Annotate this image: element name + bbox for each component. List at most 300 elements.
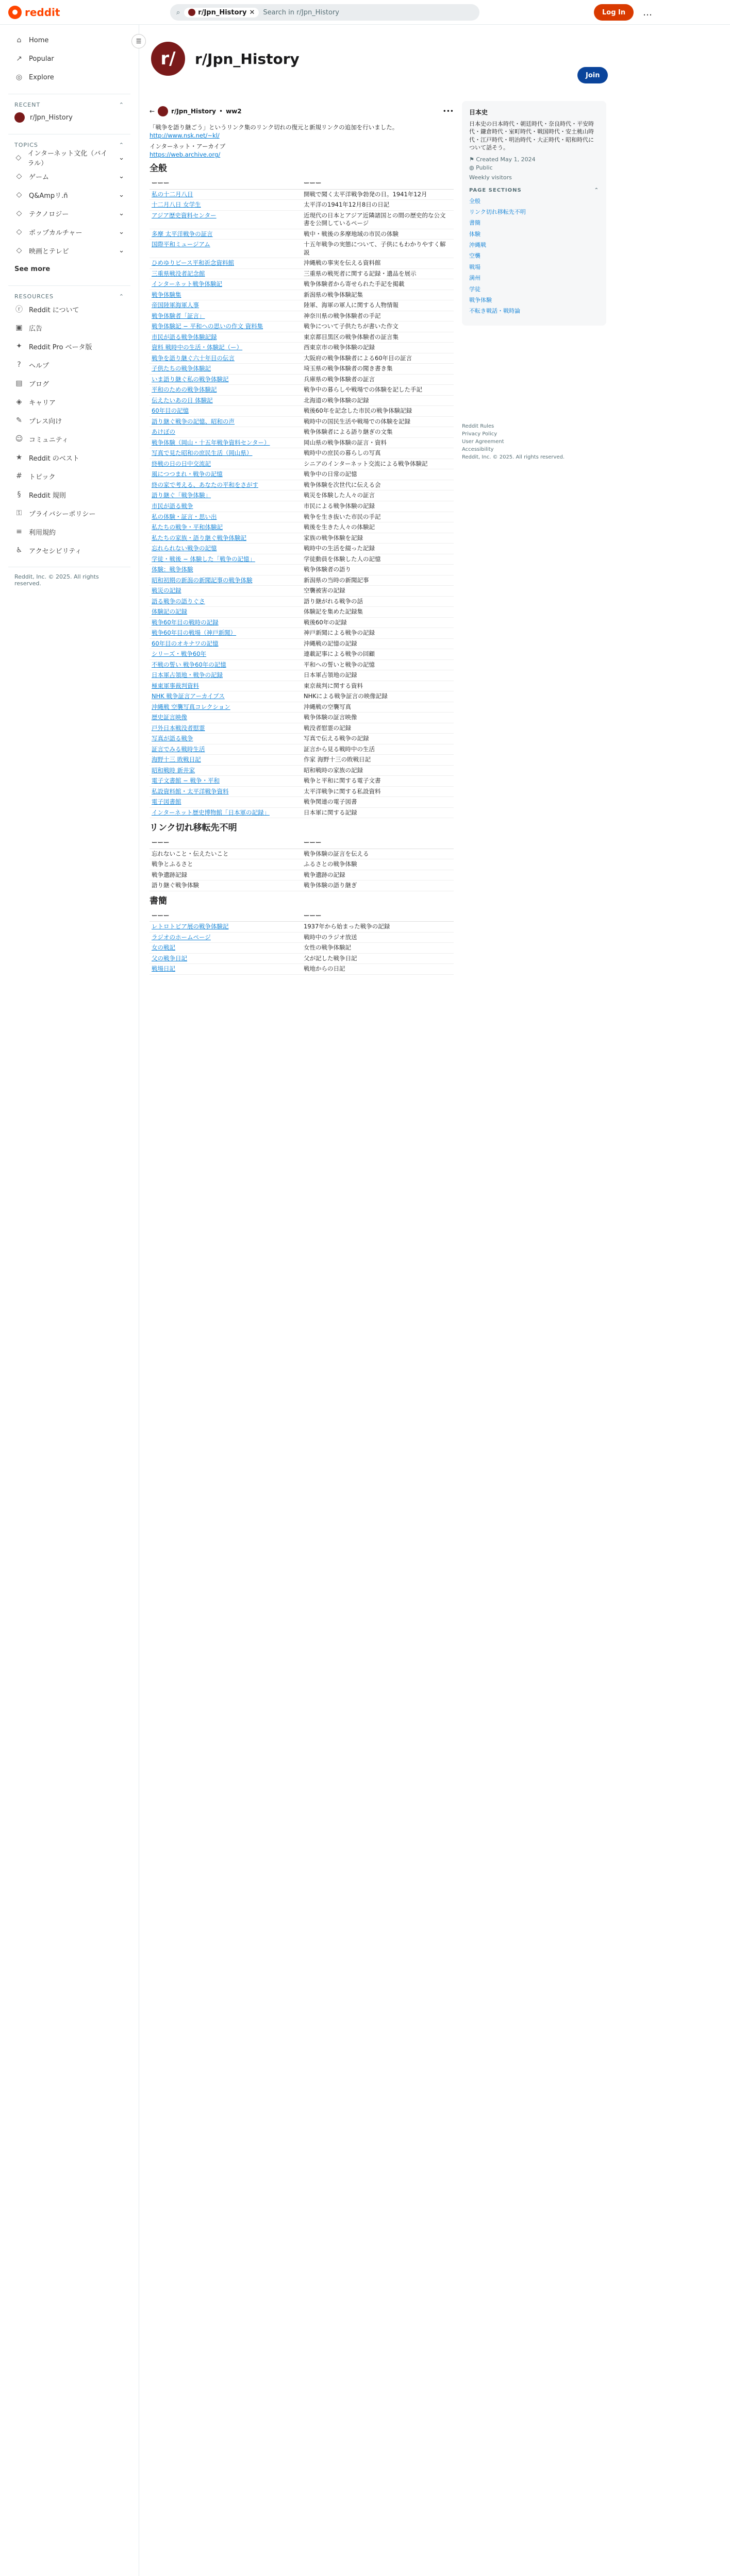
entry-link[interactable]: 写真が語る戦争 (152, 735, 193, 742)
table-row (150, 786, 454, 797)
resource-icon: ? (17, 361, 21, 369)
resource-icon: ⚿ (16, 509, 22, 517)
topic-label: インターネット文化（バイラル） (27, 150, 108, 167)
table-row (150, 776, 454, 787)
table-row (150, 554, 454, 565)
section-link[interactable]: 学徒 (469, 285, 480, 293)
entry-link[interactable]: アジア歴史資料センター (152, 211, 217, 219)
table-row (150, 448, 454, 459)
resource-icon: # (16, 472, 22, 480)
entry-link[interactable]: 極東軍事裁判資料 (152, 682, 199, 689)
entry-link[interactable]: 国際平和ミュージアム (152, 241, 210, 248)
separator: • (219, 108, 223, 115)
description-cell: 埼玉県の戦争体験者の聞き書き集 (302, 364, 454, 375)
description-cell: 写真で伝える戦争の記録 (302, 734, 454, 744)
explore-icon: ◎ (15, 73, 23, 81)
description-cell: 戦争体験の証言映像 (302, 713, 454, 723)
description-cell: ふるさとの戦争体験 (302, 859, 454, 870)
entry-link[interactable]: 歴史証言映像 (152, 714, 187, 721)
table-row (150, 922, 454, 933)
legal-link[interactable]: Reddit Rules (462, 423, 494, 429)
back-arrow-icon[interactable]: ← (150, 108, 155, 115)
entry-link[interactable]: 昭和初期の新潟の新聞記事の戦争体験 (152, 576, 253, 584)
chevron-down-icon: ⌄ (119, 172, 124, 180)
entry-link[interactable]: 終の家で考える、あなたの平和をさがす (152, 481, 258, 488)
resource-item[interactable] (8, 300, 130, 318)
link-cell (150, 290, 302, 300)
section-link[interactable]: 体験 (469, 230, 480, 238)
more-options-icon[interactable]: … (643, 7, 652, 18)
link-cell (150, 744, 302, 755)
resource-item[interactable] (8, 430, 130, 448)
table-row (150, 649, 454, 660)
login-button[interactable]: Log In (594, 4, 634, 21)
entry-link[interactable]: 語る戦争の語りぐさ (152, 597, 205, 605)
topic-item[interactable] (8, 241, 130, 260)
logo-text: reddit (25, 6, 60, 19)
entry-link[interactable]: ラジオのホームページ (152, 933, 211, 941)
link-cell (150, 586, 302, 597)
entry-link[interactable]: 戸外日本戦没者慰霊 (152, 724, 205, 732)
entry-link[interactable]: 終戦の日の日中交流記 (152, 460, 211, 467)
table-row (150, 880, 454, 891)
table-row (150, 628, 454, 639)
intro-link[interactable]: http://www.nsk.net/~kl/ (150, 131, 220, 139)
link-cell (150, 786, 302, 797)
entry-link: 戦争遺跡記録 (152, 871, 187, 878)
link-cell (150, 575, 302, 586)
join-button[interactable]: Join (577, 67, 608, 83)
section-link[interactable]: 沖縄戦 (469, 242, 486, 249)
description-cell: 戦中・戦後の多摩地域の市民の体験 (302, 229, 454, 240)
table-row (150, 279, 454, 290)
resource-icon: ☺ (15, 435, 23, 443)
table-row (150, 427, 454, 438)
topic-item[interactable] (8, 185, 130, 204)
table-row (150, 437, 454, 448)
nav-item-0[interactable] (8, 31, 130, 49)
resource-item[interactable] (8, 318, 130, 337)
entry-link[interactable]: 十二月八日 女学生 (152, 201, 201, 209)
cake-icon: ⚑ (469, 156, 476, 163)
resource-label: Reddit Pro ベータ版 (29, 343, 92, 351)
resource-label: キャリア (29, 399, 56, 407)
description-cell: 沖縄戦の空襲写真 (302, 702, 454, 713)
legal-link[interactable]: Privacy Policy (462, 431, 497, 437)
entry-link[interactable]: 日本軍占領地・戦争の記録 (152, 671, 223, 679)
description-cell: 太平洋の1941年12月8日の日記 (302, 200, 454, 211)
link-cell (150, 459, 302, 469)
sidebar-title: 日本史 (469, 109, 488, 116)
table-row (150, 311, 454, 321)
entry-link[interactable]: 父の戦争日記 (152, 954, 187, 962)
table-row (150, 512, 454, 522)
entry-link[interactable]: 帝国陸軍海軍人事 (152, 301, 199, 309)
entry-link[interactable]: 証言でみる戦時生活 (152, 745, 205, 753)
entry-link[interactable]: 戦争体験（岡山・十五年戦争資料センター） (152, 438, 270, 446)
table-row (150, 210, 454, 229)
entry-link[interactable]: あけぼの (152, 428, 175, 436)
link-cell (150, 332, 302, 343)
resource-icon: ◈ (16, 398, 22, 406)
topic-item[interactable] (8, 167, 130, 185)
entry-link[interactable]: 市民が語る戦争体験記録 (152, 333, 217, 341)
table-row (150, 797, 454, 808)
entry-link[interactable]: 伝えたいあの日 体験記 (152, 396, 213, 404)
entry-link[interactable]: 私設資料館・太平洋戦争資料 (152, 787, 229, 795)
subreddit-chip[interactable] (184, 8, 259, 18)
entry-link[interactable]: 私たちの家族・語り継ぐ戦争体験記 (152, 534, 246, 541)
entry-link[interactable]: インターネット歴史博物館「日本軍の記録」 (152, 808, 270, 816)
entry-link[interactable]: 電子文書館 − 戦争・平和 (152, 777, 220, 785)
description-cell: 西東京市の戦争体験の記録 (302, 343, 454, 353)
link-cell (150, 343, 302, 353)
table-row (150, 374, 454, 385)
table-row (150, 744, 454, 755)
home-icon: ⌂ (16, 36, 22, 44)
resource-label: 利用規約 (29, 529, 56, 537)
post-header (150, 106, 454, 116)
table-row (150, 258, 454, 269)
description-cell: 戦争体験者から寄せられた手記を掲載 (302, 279, 454, 290)
chevron-up-icon: ⌃ (119, 293, 124, 300)
description-cell: 日本軍に関する記録 (302, 807, 454, 818)
resource-label: 広告 (29, 325, 43, 333)
column-header: ーーー (302, 178, 454, 189)
topic-icon: ◇ (16, 246, 22, 255)
entry-link[interactable]: 体験：戦争体験 (152, 566, 193, 573)
post-subreddit[interactable]: r/Jpn_History (171, 108, 216, 115)
reddit-logo[interactable] (8, 6, 60, 19)
section-link[interactable]: 書簡 (469, 219, 480, 227)
description-cell: 戦争中の日常の記憶 (302, 469, 454, 480)
description-cell: 兵庫県の戦争体験者の証言 (302, 374, 454, 385)
entry-link[interactable]: 戦争60年目の戦時の記録 (152, 618, 219, 626)
resource-item[interactable] (8, 374, 130, 393)
description-cell: 戦時中の生活を綴った記録 (302, 544, 454, 554)
link-cell (150, 374, 302, 385)
link-cell (150, 617, 302, 628)
nav-item-1[interactable] (8, 49, 130, 68)
chip-label: r/Jpn_History (198, 8, 247, 16)
close-icon[interactable]: ✕ (249, 8, 255, 16)
description-cell: 戦時中のラジオ放送 (302, 932, 454, 943)
description-cell: 戦災を体験した人々の証言 (302, 490, 454, 501)
topic-label: 映画とテレビ (29, 247, 69, 256)
link-cell (150, 638, 302, 649)
description-cell: 証言から見る戦時中の生活 (302, 744, 454, 755)
table-row (150, 670, 454, 681)
entry-link[interactable]: 戦場日記 (152, 965, 175, 973)
resource-label: トピック (29, 473, 56, 481)
resource-item[interactable] (8, 522, 130, 541)
link-cell (150, 416, 302, 427)
table-row (150, 691, 454, 702)
entry-link[interactable]: 60年目のオキナワの記憶 (152, 639, 219, 647)
entry-link[interactable]: インターネット戦争体験記 (152, 280, 222, 288)
table-row (150, 290, 454, 300)
link-cell (150, 512, 302, 522)
entry-link[interactable]: 体験記の記録 (152, 608, 187, 616)
section-link[interactable]: 戦争体験 (469, 297, 492, 304)
resource-label: Reddit について (29, 306, 79, 314)
recent-header[interactable]: RECENT ⌃ (8, 94, 130, 108)
link-cell (150, 279, 302, 290)
link-cell (150, 311, 302, 321)
description-cell: 太平洋戦争に関する私設資料 (302, 786, 454, 797)
link-cell (150, 659, 302, 670)
link-cell (150, 964, 302, 975)
chevron-down-icon: ⌄ (119, 191, 124, 199)
wiki-content (150, 124, 454, 975)
entry-link[interactable]: 戦争体験者「証言」 (152, 312, 205, 319)
entry-link[interactable]: 60年目の記憶 (152, 407, 189, 415)
description-cell: 東京都目黒区の戦争体験者の証言集 (302, 332, 454, 343)
entry-link[interactable]: レトロトピア展の戦争体験記 (152, 923, 229, 930)
nav-label: Explore (29, 73, 54, 81)
resource-icon: ♿ (15, 546, 23, 554)
left-sidebar (0, 25, 139, 2576)
entry-link[interactable]: 私の十二月八日 (152, 190, 193, 198)
entry-link[interactable]: 三重県戦没者記念館 (152, 269, 205, 277)
popular-icon: ↗ (16, 55, 22, 63)
description-cell: 空襲被害の記録 (302, 586, 454, 597)
resource-item[interactable] (8, 337, 130, 355)
entry-link[interactable]: 戦争体験記 − 平和への思いの作文 資料集 (152, 323, 263, 330)
topics-header[interactable]: TOPICS ⌃ (8, 134, 130, 148)
resource-label: Reddit のベスト (29, 454, 79, 463)
entry-link[interactable]: 私の体験・証言・思い出 (152, 513, 217, 520)
table-row (150, 953, 454, 964)
link-cell (150, 448, 302, 459)
table-row (150, 200, 454, 211)
topic-item[interactable] (8, 148, 130, 167)
entry-link[interactable]: 女の戦記 (152, 944, 175, 952)
topic-label: ポップカルチャー (29, 229, 82, 237)
chevron-down-icon: ⌄ (119, 209, 124, 217)
description-cell: 岡山県の戦争体験の証言・資料 (302, 437, 454, 448)
entry-link[interactable]: 風につつまれ・戦争の記憶 (152, 470, 223, 478)
entry-link[interactable]: 市民が語る戦争 (152, 502, 193, 510)
table-row (150, 533, 454, 544)
table-row (150, 638, 454, 649)
table-row (150, 522, 454, 533)
section-link[interactable]: 全般 (469, 197, 480, 205)
description-cell: 東京裁判に関する資料 (302, 681, 454, 691)
link-cell (150, 501, 302, 512)
resource-label: プレス向け (29, 417, 62, 426)
broken-table (150, 837, 454, 891)
resource-item[interactable] (8, 448, 130, 467)
legal-link[interactable]: Accessibility (462, 447, 494, 452)
column-header: ーーー (150, 910, 302, 922)
link-cell (150, 427, 302, 438)
description-cell: 学徒動員を体験した人の記憶 (302, 554, 454, 565)
description-cell: 戦争体験者による語り継ぎの文集 (302, 427, 454, 438)
nav-label: Home (29, 36, 49, 44)
resource-label: ブログ (29, 380, 49, 388)
table-row (150, 240, 454, 258)
entry-link[interactable]: NHK 戦争証言アーカイブス (152, 692, 225, 700)
description-cell: 市民による戦争体験の記録 (302, 501, 454, 512)
chevron-up-icon: ⌃ (119, 142, 124, 148)
resource-item[interactable] (8, 541, 130, 560)
table-row (150, 681, 454, 691)
entry-link[interactable]: 海野十三 敗戦日記 (152, 756, 201, 764)
link-cell (150, 437, 302, 448)
link-cell (150, 490, 302, 501)
resource-icon: § (17, 490, 21, 499)
section-link[interactable]: 空襲 (469, 252, 480, 260)
description-cell: 戦争関連の電子図書 (302, 797, 454, 808)
archive-text: インターネット・アーカイブ https://web.archive.org/ (150, 143, 226, 158)
description-cell: 女性の戦争体験記 (302, 943, 454, 954)
table-row (150, 406, 454, 417)
entry-link[interactable]: 戦争を語り継ぐ六十年目の伝言 (152, 354, 235, 362)
resource-item[interactable] (8, 485, 130, 504)
description-cell: 昭和戦時の家族の記録 (302, 765, 454, 776)
entry-link[interactable]: 沖縄戦 空襲写真コレクション (152, 703, 230, 710)
entry-link[interactable]: 戦争60年目の戦場（神戸新聞） (152, 629, 237, 637)
link-cell (150, 649, 302, 660)
link-cell (150, 953, 302, 964)
resource-label: アクセシビリティ (29, 547, 82, 555)
table-row (150, 501, 454, 512)
section-title-broken: リンク切れ移転先不明 (150, 823, 237, 834)
description-cell: 十五年戦争の実態について、子供にもわかりやすく解説 (302, 240, 454, 258)
entry-link: 戦争とふるさと (152, 860, 193, 868)
link-cell (150, 691, 302, 702)
search-bar[interactable] (170, 4, 479, 21)
legal-footer (462, 422, 606, 461)
description-cell: 戦争中の暮らしや戦場での体験を記した手記 (302, 385, 454, 396)
table-row (150, 469, 454, 480)
link-cell (150, 755, 302, 766)
resource-label: プライバシーポリシー (29, 510, 96, 518)
section-link[interactable]: 戦場 (469, 263, 480, 270)
table-row (150, 702, 454, 713)
entry-link[interactable]: 私たちの戦争・平和体験記 (152, 523, 223, 531)
resource-icon: ⓡ (15, 306, 23, 314)
link-cell (150, 870, 302, 880)
entry-link[interactable]: 忘れられない戦争の記憶 (152, 545, 217, 552)
description-cell: 戦後60年を記念した市民の戦争体験記録 (302, 406, 454, 417)
entry-link[interactable]: 戦争体験集 (152, 291, 181, 298)
entry-link[interactable]: 電子図書館 (152, 798, 181, 806)
table-row (150, 490, 454, 501)
more-options-icon[interactable]: ••• (442, 108, 454, 115)
table-row (150, 713, 454, 723)
description-cell: 戦争体験の語り継ぎ (302, 880, 454, 891)
sidebar-description: 日本史の日本時代・朝廷時代・奈良時代・平安時代・鎌倉時代・室町時代・戦国時代・安土桃山時代・江戸時代・明治時代・大正時代・昭和時代について話そう。 (469, 120, 594, 151)
collapse-sidebar-button[interactable]: ☰ (131, 34, 146, 48)
entry-link[interactable]: 多摩 太平洋戦争の証言 (152, 230, 213, 238)
entry-link[interactable]: 語り継ぐ「戦争体験」 (152, 492, 211, 499)
recent-item[interactable]: r/Jpn_History (8, 108, 130, 127)
link-cell (150, 565, 302, 575)
link-cell (150, 300, 302, 311)
table-row (150, 416, 454, 427)
section-link[interactable]: 満州 (469, 275, 480, 282)
link-cell (150, 849, 302, 859)
topic-label: Q&Ampリ.ñ (29, 192, 68, 200)
chevron-up-icon: ⌃ (119, 101, 124, 108)
section-link[interactable]: リンク切れ移転先不明 (469, 208, 526, 215)
resource-icon: ▣ (15, 324, 23, 332)
resource-item[interactable] (8, 504, 130, 522)
entry-link[interactable]: 平和のための戦争体験記 (152, 386, 217, 394)
entry-link[interactable]: 子供たちの戦争体験記 (152, 365, 211, 372)
description-cell: 戦没者慰霊の記録 (302, 723, 454, 734)
description-cell: 神奈川県の戦争体験者の手記 (302, 311, 454, 321)
archive-link[interactable]: https://web.archive.org/ (150, 150, 221, 158)
description-cell: 家族の戦争体験を記録 (302, 533, 454, 544)
entry-link[interactable]: ひめゆりピース平和祈念資料館 (152, 259, 234, 267)
description-cell: 戦争について子供たちが書いた作文 (302, 321, 454, 332)
entry-link[interactable]: 写真で見た昭和の庶民生活（岡山県） (152, 449, 253, 457)
subreddit-avatar (14, 112, 25, 123)
description-cell: 戦争体験の証言を伝える (302, 849, 454, 859)
resource-label: Reddit 規則 (29, 492, 66, 500)
entry-link[interactable]: 不戦の誓い 戦争60年の記憶 (152, 660, 226, 668)
entry-link[interactable]: シリーズ・戦争60年 (152, 650, 207, 658)
description-cell: 沖縄戦の事実を伝える資料館 (302, 258, 454, 269)
nav-item-2[interactable] (8, 68, 130, 87)
chevron-down-icon: ⌄ (119, 228, 124, 236)
subreddit-chip-avatar (188, 9, 195, 16)
link-cell (150, 533, 302, 544)
resource-item[interactable] (8, 467, 130, 485)
description-cell: 連載記事による戦争の回顧 (302, 649, 454, 660)
topic-item[interactable] (8, 204, 130, 223)
entry-link[interactable]: いま語り継ぐ私の戦争体験記 (152, 375, 229, 383)
topic-icon: ◇ (16, 191, 22, 199)
resource-item[interactable] (8, 355, 130, 374)
table-row (150, 870, 454, 880)
topic-item[interactable] (8, 223, 130, 241)
page-sections-header[interactable]: PAGE SECTIONS ⌃ (469, 187, 599, 193)
legal-link[interactable]: User Agreement (462, 439, 504, 445)
description-cell: 新潟県の戦争体験記集 (302, 290, 454, 300)
column-header: ーーー (302, 910, 454, 922)
table-row (150, 321, 454, 332)
entry-link[interactable]: 学徒・戦後 − 体験した「戦争の記憶」 (152, 555, 255, 563)
table-row (150, 268, 454, 279)
resource-item[interactable] (8, 411, 130, 430)
section-link[interactable]: 不転き戦話・戦時論 (469, 308, 520, 315)
link-cell (150, 353, 302, 364)
resources-header[interactable]: RESOURCES ⌃ (8, 285, 130, 300)
table-row (150, 189, 454, 200)
see-more-button[interactable]: See more (14, 265, 51, 273)
link-cell (150, 765, 302, 776)
entry-link[interactable]: 昭和戦時 新井家 (152, 766, 195, 774)
description-cell: 沖縄戦の記憶の記録 (302, 638, 454, 649)
link-cell (150, 395, 302, 406)
link-cell (150, 268, 302, 279)
weekly-visitors-label: Weekly visitors (469, 174, 512, 181)
resource-item[interactable] (8, 393, 130, 411)
description-cell: 語り継がれる戦争の話 (302, 596, 454, 607)
link-cell (150, 713, 302, 723)
chevron-down-icon: ⌄ (119, 154, 124, 162)
description-cell: 戦争体験を次世代に伝える会 (302, 480, 454, 490)
entry-link[interactable]: 語り継ぐ戦争の記憶、昭和の声 (152, 417, 235, 425)
wiki-page-name: ww2 (226, 108, 242, 115)
link-cell (150, 670, 302, 681)
entry-link[interactable]: 資料 戦時中の生活・体験記（ー） (152, 344, 243, 351)
entry-link[interactable]: 戦災の記録 (152, 587, 181, 595)
